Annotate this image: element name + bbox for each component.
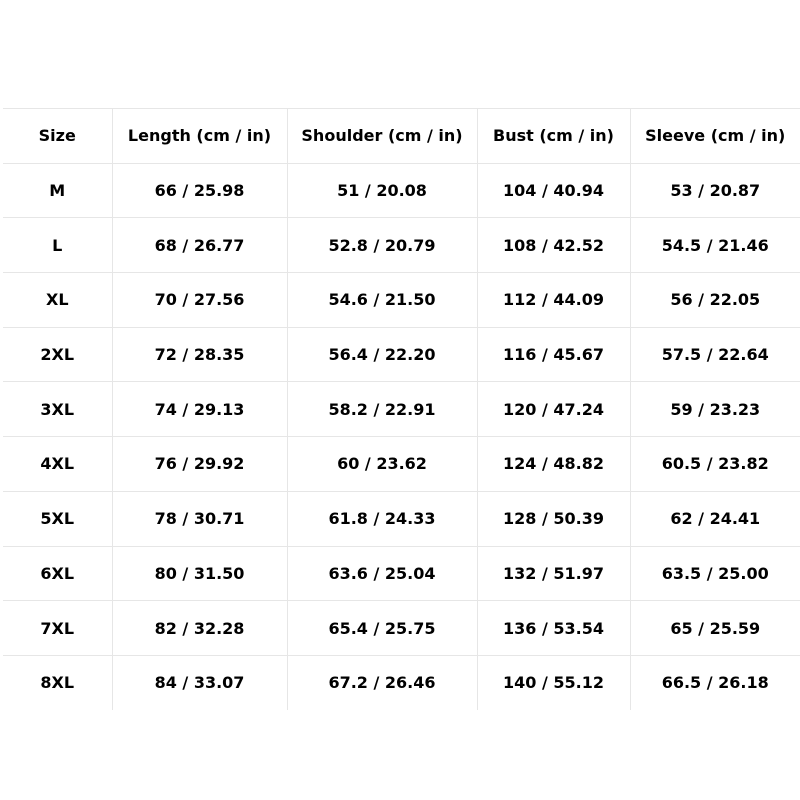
- table-row: [3, 327, 800, 382]
- header-length: Length (cm / in): [112, 109, 287, 164]
- cell-length: 72 / 28.35: [112, 327, 287, 382]
- cell-shoulder: 65.4 / 25.75: [287, 601, 477, 656]
- cell-sleeve: 59 / 23.23: [630, 382, 800, 437]
- table-body: [3, 163, 800, 709]
- cell-length: 70 / 27.56: [112, 273, 287, 328]
- size-chart-table: [3, 108, 800, 710]
- cell-length: 80 / 31.50: [112, 546, 287, 601]
- header-size: Size: [3, 109, 112, 164]
- cell-size: 7XL: [3, 601, 112, 656]
- cell-sleeve: 56 / 22.05: [630, 273, 800, 328]
- cell-sleeve: 65 / 25.59: [630, 601, 800, 656]
- cell-shoulder: 56.4 / 22.20: [287, 327, 477, 382]
- table-row: [3, 382, 800, 437]
- table-row: [3, 655, 800, 709]
- cell-size: 3XL: [3, 382, 112, 437]
- cell-bust: 128 / 50.39: [477, 491, 630, 546]
- cell-size: L: [3, 218, 112, 273]
- table-row: [3, 163, 800, 218]
- cell-length: 78 / 30.71: [112, 491, 287, 546]
- header-bust: Bust (cm / in): [477, 109, 630, 164]
- cell-sleeve: 63.5 / 25.00: [630, 546, 800, 601]
- cell-bust: 108 / 42.52: [477, 218, 630, 273]
- cell-bust: 104 / 40.94: [477, 163, 630, 218]
- cell-size: 6XL: [3, 546, 112, 601]
- cell-shoulder: 51 / 20.08: [287, 163, 477, 218]
- cell-bust: 124 / 48.82: [477, 437, 630, 492]
- cell-bust: 116 / 45.67: [477, 327, 630, 382]
- cell-shoulder: 60 / 23.62: [287, 437, 477, 492]
- cell-shoulder: 67.2 / 26.46: [287, 655, 477, 709]
- table-header: [3, 109, 800, 164]
- cell-length: 84 / 33.07: [112, 655, 287, 709]
- cell-sleeve: 62 / 24.41: [630, 491, 800, 546]
- table-row: [3, 437, 800, 492]
- cell-size: XL: [3, 273, 112, 328]
- cell-size: 8XL: [3, 655, 112, 709]
- cell-bust: 132 / 51.97: [477, 546, 630, 601]
- cell-shoulder: 54.6 / 21.50: [287, 273, 477, 328]
- header-shoulder: Shoulder (cm / in): [287, 109, 477, 164]
- cell-length: 68 / 26.77: [112, 218, 287, 273]
- table-row: [3, 273, 800, 328]
- cell-size: M: [3, 163, 112, 218]
- cell-bust: 140 / 55.12: [477, 655, 630, 709]
- cell-sleeve: 54.5 / 21.46: [630, 218, 800, 273]
- table-row: [3, 546, 800, 601]
- cell-size: 5XL: [3, 491, 112, 546]
- cell-bust: 136 / 53.54: [477, 601, 630, 656]
- cell-shoulder: 61.8 / 24.33: [287, 491, 477, 546]
- header-row: [3, 109, 800, 164]
- cell-length: 66 / 25.98: [112, 163, 287, 218]
- table-row: [3, 218, 800, 273]
- cell-bust: 120 / 47.24: [477, 382, 630, 437]
- table-row: [3, 601, 800, 656]
- cell-sleeve: 60.5 / 23.82: [630, 437, 800, 492]
- cell-length: 82 / 32.28: [112, 601, 287, 656]
- cell-size: 2XL: [3, 327, 112, 382]
- cell-length: 74 / 29.13: [112, 382, 287, 437]
- table-row: [3, 491, 800, 546]
- cell-length: 76 / 29.92: [112, 437, 287, 492]
- cell-shoulder: 63.6 / 25.04: [287, 546, 477, 601]
- cell-bust: 112 / 44.09: [477, 273, 630, 328]
- cell-shoulder: 52.8 / 20.79: [287, 218, 477, 273]
- header-sleeve: Sleeve (cm / in): [630, 109, 800, 164]
- cell-shoulder: 58.2 / 22.91: [287, 382, 477, 437]
- cell-sleeve: 57.5 / 22.64: [630, 327, 800, 382]
- cell-sleeve: 66.5 / 26.18: [630, 655, 800, 709]
- cell-size: 4XL: [3, 437, 112, 492]
- cell-sleeve: 53 / 20.87: [630, 163, 800, 218]
